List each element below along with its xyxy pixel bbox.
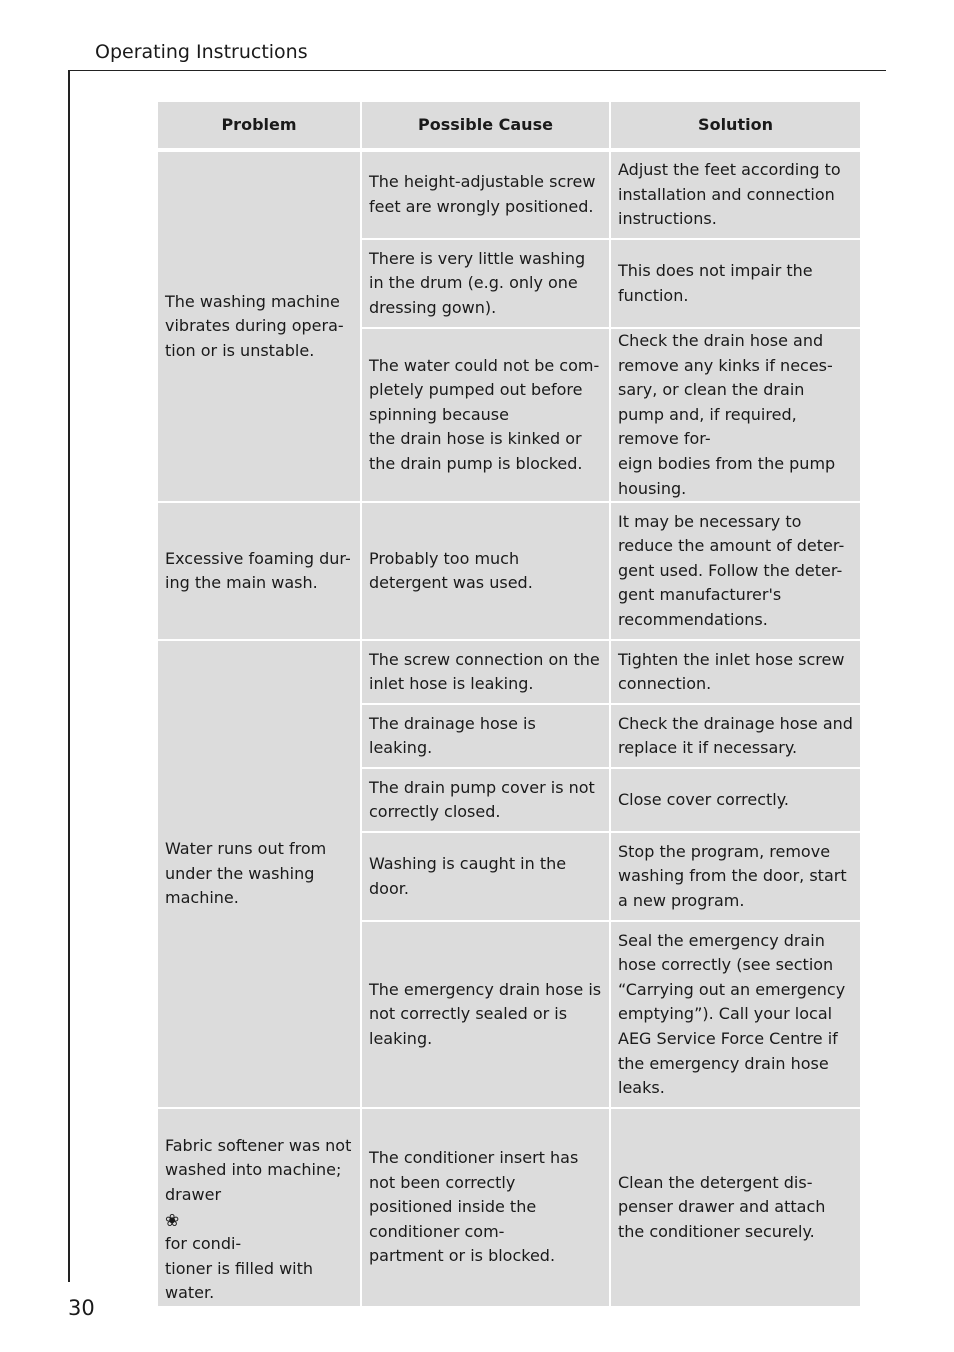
table-header-row (158, 102, 860, 148)
cause-cell: The water could not be com- pletely pumped out before spinning because the drain hose is kinked or the drain pump is blocked. (362, 329, 609, 501)
margin-rule (68, 70, 70, 1282)
solution-cell: It may be necessary to reduce the amount of deter- gent used. Follow the deter- gent manufacturer's recommendations. (611, 503, 860, 639)
cause-cell: The screw connection on the inlet hose is leaking. (362, 641, 609, 703)
table-row (158, 641, 860, 703)
flower-icon: ❀ (165, 1210, 180, 1231)
problem-cell: Excessive foaming dur- ing the main wash. (158, 503, 360, 639)
cause-cell: Washing is caught in the door. (362, 833, 609, 920)
solution-cell: Close cover correctly. (611, 769, 860, 831)
page-number: 30 (68, 1296, 95, 1320)
cause-cell: Probably too much detergent was used. (362, 503, 609, 639)
cause-cell: There is very little washing in the drum (e.g. only one dressing gown). (362, 240, 609, 327)
solution-cell: Adjust the feet according to installation and connection instructions. (611, 152, 860, 238)
table-row (158, 152, 860, 238)
solution-cell: Check the drainage hose and replace it if necessary. (611, 705, 860, 767)
problem-text-after-icon: for condi- tioner is filled with water. (165, 1234, 314, 1303)
cause-cell: The emergency drain hose is not correctly sealed or is leaking. (362, 922, 609, 1107)
solution-cell: This does not impair the function. (611, 240, 860, 327)
solution-cell: Clean the detergent dis- penser drawer and attach the conditioner securely. (611, 1109, 860, 1306)
problem-cell: Water runs out from under the washing machine. (158, 641, 360, 1107)
cause-cell: The height-adjustable screw feet are wrongly positioned. (362, 152, 609, 238)
problem-cell: The washing machine vibrates during opera- tion or is unstable. (158, 152, 360, 501)
table-row (158, 503, 860, 639)
problem-cell (158, 1109, 360, 1306)
troubleshooting-table (156, 100, 862, 1308)
column-header-problem: Problem (158, 102, 360, 148)
cause-cell: The conditioner insert has not been correctly positioned inside the conditioner com- partment or is blocked. (362, 1109, 609, 1306)
problem-text-before-icon: Fabric softener was not washed into machine; drawer (165, 1135, 352, 1204)
page-header-title: Operating Instructions (95, 41, 308, 63)
cause-cell: The drain pump cover is not correctly closed. (362, 769, 609, 831)
solution-cell: Stop the program, remove washing from the door, start a new program. (611, 833, 860, 920)
solution-cell: Check the drain hose and remove any kinks if neces- sary, or clean the drain pump and, if required, remove for- eign bodies from the pump housing. (611, 329, 860, 501)
header-rule (68, 70, 886, 71)
solution-cell: Tighten the inlet hose screw connection. (611, 641, 860, 703)
table-row (158, 1109, 860, 1306)
solution-cell: Seal the emergency drain hose correctly (see section “Carrying out an emergency emptying”). Call your local AEG Service Force Centre if the emergency drain hose leaks. (611, 922, 860, 1107)
cause-cell: The drainage hose is leaking. (362, 705, 609, 767)
column-header-solution: Solution (611, 102, 860, 148)
column-header-possible-cause: Possible Cause (362, 102, 609, 148)
